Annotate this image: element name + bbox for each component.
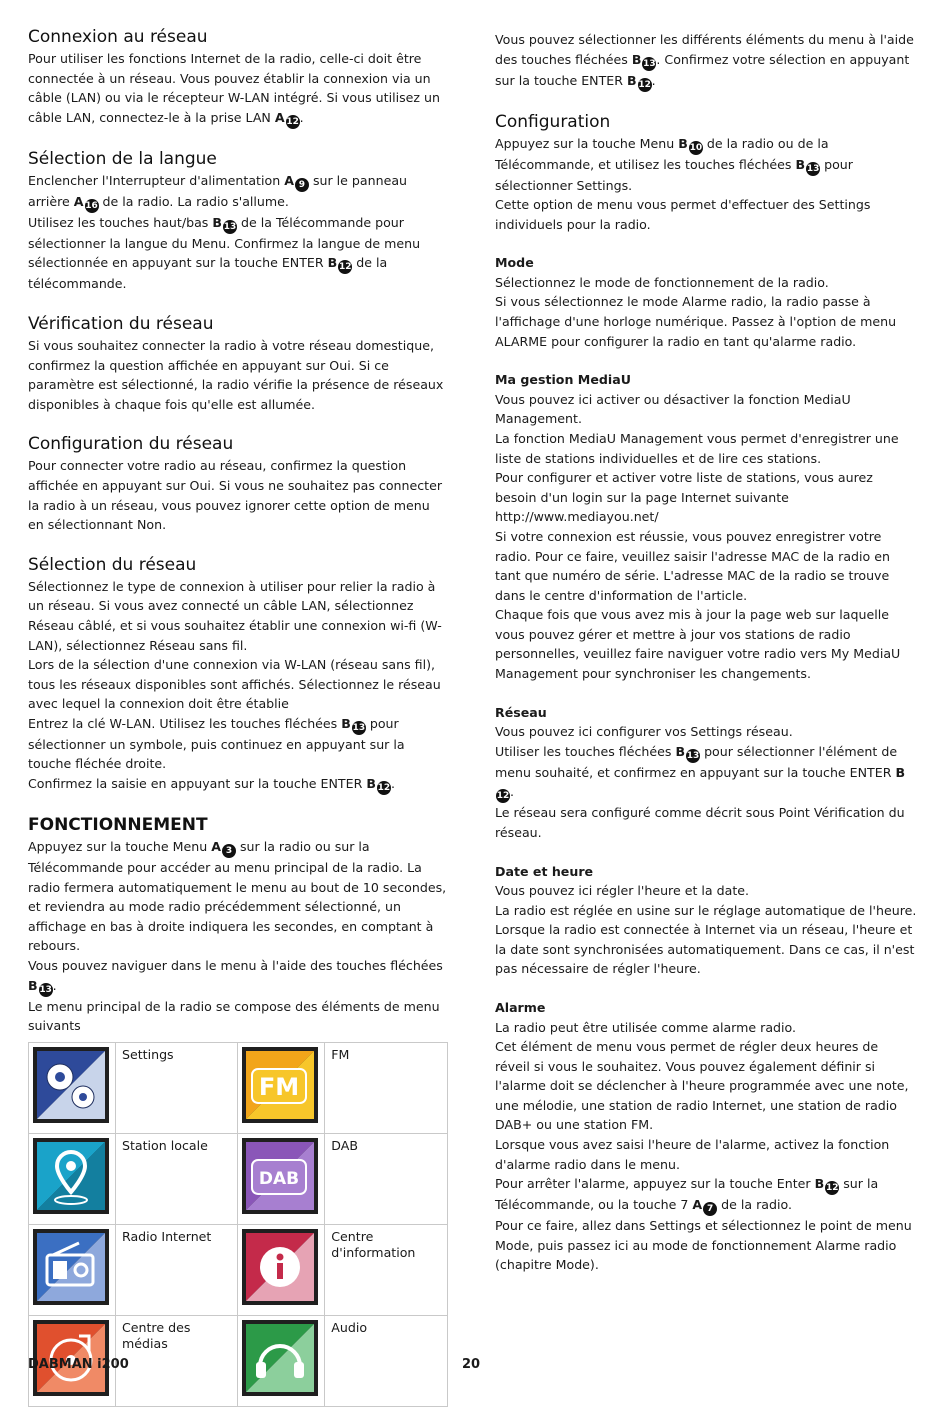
ref-badge: 3 [222, 844, 236, 858]
paragraph-mode-1: Sélectionnez le mode de fonctionnement de la radio. [495, 274, 829, 290]
section-intro [495, 30, 917, 92]
paragraph-mediau-2: La fonction MediaU Management vous permet d'enregistrer une liste de stations individuelles et de lire ces stations. [495, 430, 899, 466]
paragraph-selection-3: Entrez la clé W-LAN. Utilisez les touches fléchées B 13 pour sélectionner un symbole, puis continuez en appuyant sur la touche fléchée droite. [28, 715, 405, 772]
paragraph-mode-2: Si vous sélectionnez le mode Alarme radio, la radio passe à l'affichage d'une horloge numérique. Passez à l'option de menu ALARME pour configurer la radio en tant qu'alarme radio. [495, 294, 897, 349]
section-mode [495, 253, 917, 351]
paragraph-selection-2: Lors de la sélection d'une connexion via W-LAN (réseau sans fil), tous les réseaux disponibles sont affichés. Sélectionnez le réseau avec lequel la connexion doit être établie [28, 657, 441, 712]
paragraph-reseau-3: Le réseau sera configuré comme décrit sous Point Vérification du réseau. [495, 805, 905, 840]
internet-radio-icon [33, 1229, 109, 1305]
menu-label-settings: Settings [115, 1042, 237, 1133]
paragraph-verification: Si vous souhaitez connecter la radio à votre réseau domestique, confirmez la question affichée en appuyant sur Oui. Si ce paramètre est sélectionné, la radio vérifie la présence de réseaux disponibles à chaque fois qu'elle est allumée. [28, 337, 444, 412]
ref-badge: 13 [223, 221, 237, 232]
paragraph-configuration-reseau: Pour connecter votre radio au réseau, confirmez la question affichée en appuyant sur Oui. Si vous ne souhaitez pas connecter la radio à un réseau, vous pouvez ignorer cette option de menu en sélectionnant Non. [28, 458, 443, 533]
heading-reseau: Réseau [495, 704, 547, 720]
heading-verification: Vérification du réseau [28, 313, 214, 334]
heading-configuration-reseau: Configuration du réseau [28, 434, 234, 455]
ref-badge: 12 [825, 1183, 839, 1194]
heading-mediau: Ma gestion MediaU [495, 372, 631, 388]
ref-badge: 12 [638, 79, 651, 90]
menu-row [29, 1133, 448, 1224]
paragraph-fonctionnement-3: Le menu principal de la radio se compose des éléments de menu suivants [28, 998, 440, 1034]
dab-icon [242, 1138, 318, 1214]
ref-badge: 13 [352, 722, 366, 733]
ref-badge: 13 [39, 984, 52, 995]
paragraph-date-1: Vous pouvez ici régler l'heure et la date. [495, 883, 750, 899]
paragraph-alarme-2: Cet élément de menu vous permet de régler deux heures de réveil si vous le souhaitez. Vous pouvez également définir si l'alarme doit se déclencher à l'heure programmée avec une note, une mélodie, une station de radio Internet, une station de radio DAB+ ou une station FM. [495, 1039, 909, 1133]
menu-label-dab: DAB [325, 1133, 448, 1224]
paragraph-selection-4: Confirmez la saisie en appuyant sur la touche ENTER B 12. [28, 776, 395, 794]
section-verification [28, 313, 448, 414]
paragraph-mediau-1: Vous pouvez ici activer ou désactiver la fonction MediaU Management. [495, 391, 851, 427]
ref-badge: 12 [377, 783, 391, 794]
paragraph-reseau-2: Utiliser les touches fléchées B 13 pour sélectionner l'élément de menu souhaité, et confirmez en appuyant sur la touche ENTER B12. [495, 743, 906, 802]
paragraph-configuration-2: Cette option de menu vous permet d'effectuer des Settings individuels pour la radio. [495, 197, 871, 232]
menu-label-fm: FM [325, 1042, 448, 1133]
paragraph-fonctionnement-2: Vous pouvez naviguer dans le menu à l'aide des touches fléchées B 13. [28, 958, 443, 995]
heading-connexion: Connexion au réseau [28, 27, 208, 47]
paragraph-alarme-1: La radio peut être utilisée comme alarme radio. [495, 1019, 797, 1035]
section-selection-reseau [28, 554, 448, 795]
heading-configuration: Configuration [495, 111, 611, 132]
section-mediau [495, 370, 917, 683]
section-reseau [495, 703, 917, 843]
section-connexion [28, 26, 448, 129]
ref-badge: 9 [295, 178, 309, 192]
section-fonctionnement [28, 814, 448, 1407]
paragraph-langue-1: Enclencher l'Interrupteur d'alimentation A 9 sur le panneau arrière A 16 de la radio. La radio s'allume. [28, 172, 408, 211]
heading-mode: Mode [495, 255, 534, 271]
paragraph-reseau-1: Vous pouvez ici configurer vos Settings réseau. [495, 724, 793, 740]
ref-badge: 7 [703, 1202, 717, 1216]
heading-date: Date et heure [495, 863, 594, 879]
menu-label-station-locale: Station locale [115, 1133, 237, 1224]
menu-label-centre-information: Centre d'information [325, 1224, 448, 1315]
section-configuration [495, 111, 917, 235]
audio-icon [242, 1320, 318, 1396]
menu-row [29, 1224, 448, 1315]
paragraph-connexion: Pour utiliser les fonctions Internet de la radio, celle-ci doit être connectée à un réseau. Vous pouvez établir la connexion via un câble (LAN) ou via le récepteur W-LAN intégré. Si vous utilisez un câble LAN, connectez-le à la prise LAN A 12. [28, 51, 440, 127]
paragraph-configuration-1: Appuyez sur la touche Menu B 10 de la radio ou de la Télécommande, et utilisez les touches fléchées B 13 pour sélectionner Settings. [495, 135, 853, 193]
svg-text:DAB: DAB [259, 1168, 300, 1189]
ref-badge: 12 [286, 116, 299, 127]
paragraph-langue-2: Utilisez les touches haut/bas B 13 de la Télécommande pour sélectionner la langue du Menu. Confirmez la langue de menu sélectionnée en appuyant sur la touche ENTER B 12 de la télécommande. [28, 214, 421, 292]
section-configuration-reseau [28, 433, 448, 534]
left-column [28, 26, 448, 1407]
footer-page-number: 20 [462, 1357, 481, 1372]
heading-selection-reseau: Sélection du réseau [28, 554, 197, 575]
menu-row [29, 1042, 448, 1133]
heading-langue: Sélection de la langue [28, 148, 217, 169]
ref-badge: 16 [85, 200, 98, 211]
paragraph-alarme-5: Pour ce faire, allez dans Settings et sélectionnez le point de menu Mode, puis passez ici au mode de fonctionnement Alarme radio (chapitre Mode). [495, 1218, 912, 1273]
local-station-icon [33, 1138, 109, 1214]
menu-table [28, 1042, 448, 1407]
menu-label-audio: Audio [325, 1315, 448, 1406]
svg-text:FM: FM [259, 1072, 300, 1101]
paragraph-mediau-5: Chaque fois que vous avez mis à jour la page web sur laquelle vous pouvez gérer et mettre à jour vos stations de radio personnelles, veuillez faire naviguer votre radio vers My MediaU Management pour synchroniser les changements. [495, 607, 901, 682]
paragraph-intro: Vous pouvez sélectionner les différents éléments du menu à l'aide des touches fléchées B 13. Confirmez votre sélection en appuyant sur la touche ENTER B 12. [495, 32, 914, 90]
paragraph-alarme-4: Pour arrêter l'alarme, appuyez sur la touche Enter B 12 sur la Télécommande, ou la touche 7 A 7 de la radio. [495, 1176, 879, 1215]
section-langue [28, 148, 448, 294]
heading-alarme: Alarme [495, 1000, 546, 1015]
ref-badge: 13 [643, 58, 656, 69]
fm-icon [242, 1047, 318, 1123]
ref-badge: 12 [496, 791, 510, 802]
heading-fonctionnement: FONCTIONNEMENT [28, 815, 208, 836]
paragraph-selection-1: Sélectionnez le type de connexion à utiliser pour relier la radio à un réseau. Si vous avez connecté un câble LAN, sélectionnez Réseau câblé, et si vous souhaitez établir une connexion wi-fi (W-LAN), sélectionnez Réseau sans fil. [28, 578, 442, 653]
ref-badge: 13 [686, 750, 700, 761]
paragraph-fonctionnement-1: Appuyez sur la touche Menu A 3 sur la radio ou sur la Télécommande pour accéder au menu principal de la radio. La radio fermera automatiquement le menu au bout de 10 secondes, et reviendra au mode radio précédemment sélectionné, un affichage en bas à droite indiquera les secondes, en comptant à rebours. [28, 839, 447, 954]
paragraph-mediau-4: Si votre connexion est réussie, vous pouvez enregistrer votre radio. Pour ce faire, veuillez saisir l'adresse MAC de la radio en tant que numéro de série. L'adresse MAC de la radio se trouve dans le centre d'information de l'article. [495, 528, 890, 603]
info-icon [242, 1229, 318, 1305]
paragraph-alarme-3: Lorsque vous avez saisi l'heure de l'alarme, activez la fonction d'alarme radio dans le menu. [495, 1137, 890, 1172]
section-date [495, 862, 917, 979]
settings-icon [33, 1047, 109, 1123]
right-column [495, 30, 917, 1294]
menu-label-radio-internet: Radio Internet [115, 1224, 237, 1315]
section-alarme [495, 998, 917, 1275]
ref-badge: 10 [689, 142, 703, 153]
menu-label-centre-medias: Centre des médias [115, 1315, 237, 1406]
ref-badge: 13 [806, 163, 820, 174]
paragraph-mediau-3: Pour configurer et activer votre liste de stations, vous aurez besoin d'un login sur la page Internet suivante http://www.mediayou.net/ [495, 470, 873, 525]
footer-product: DABMAN i200 [28, 1357, 129, 1372]
paragraph-date-2: La radio est réglée en usine sur le réglage automatique de l'heure. Lorsque la radio est connectée à Internet via un réseau, l'heure et la date sont synchronisées automatiquement. Dans ce cas, il n'est pas nécessaire de régler l'heure. [495, 902, 917, 977]
ref-badge: 12 [338, 262, 352, 273]
